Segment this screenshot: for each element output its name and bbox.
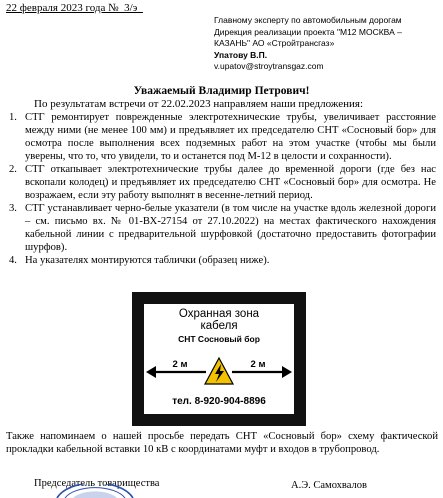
list-item	[0, 254, 436, 267]
addressee-email: v.upatov@stroytransgaz.com	[214, 61, 324, 71]
list-item-number: 3.	[9, 203, 17, 214]
proposal-list	[0, 111, 436, 267]
addressee-line3: КАЗАНЬ" АО «Стройтрансгаз»	[214, 38, 335, 48]
addressee-line1: Главному эксперту по автомобильным дорогам	[214, 15, 402, 25]
sign-title-line2: кабеля	[200, 320, 238, 332]
list-item-text: СТГ ремонтирует поврежденные электротехнические трубы, увеличивает расстояние между ними (не менее 100 мм) и предъявляет их председателю СНТ «Сосновый бор» для осмотра после выполнения всех подземных работ на этом участке (чтобы мы были уверены, что то, что увидели, то и останется под М-12 в целости и сохранности).	[25, 112, 436, 162]
sign-phone: тел. 8-920-904-8896	[172, 396, 266, 407]
list-item	[0, 202, 436, 254]
right-distance-label: 2 м	[250, 359, 266, 370]
list-item-text: СТГ устанавливает черно-белые указатели (в том числе на участке вдоль железной дороги – см. письмо вх. № 01-ВХ-27154 от 27.10.2022) на местах фактического нахождения кабельной линии с предварительной шурфовкой (достаточно предоставить фотографии шурфов).	[25, 203, 436, 253]
list-item-text: СТГ откапывает электротехнические трубы далее до временной дороги (где без нас вскопали колодец) и предъявляет их председателю СНТ «Сосновый бор» для осмотра. Не возражаем, если эту работу выполнят в весенне-летний период.	[25, 164, 436, 201]
signature-name: А.Э. Самохвалов	[291, 480, 367, 491]
sign-title	[144, 308, 294, 332]
sign-subtitle: СНТ Сосновый бор	[178, 334, 260, 344]
list-item-text: На указателях монтируются таблички (образец ниже).	[25, 255, 270, 266]
greeting: Уважаемый Владимир Петрович!	[133, 85, 310, 97]
intro-text: По результатам встречи от 22.02.2023 направляем наши предложения:	[34, 98, 364, 110]
addressee-block	[214, 15, 439, 73]
reminder-paragraph: Также напоминаем о нашей просьбе передать СНТ «Сосновый бор» схему фактической прокладки кабельной вставки 10 кВ с координатами муфт и входов в трубопровод.	[6, 431, 438, 455]
addressee-line2: Дирекция реализации проекта "М12 МОСКВА –	[214, 26, 402, 37]
signature-title: Председатель товарищества	[34, 478, 160, 489]
list-item-number: 2.	[9, 164, 17, 175]
list-item-number: 1.	[9, 112, 17, 123]
cable-zone-sign	[132, 292, 306, 426]
addressee-name: Упатову В.П.	[214, 49, 268, 60]
list-item-number: 4.	[9, 255, 17, 266]
sign-panel	[144, 304, 294, 414]
list-item	[0, 163, 436, 202]
list-item	[0, 111, 436, 163]
sign-title-line1: Охранная зона	[178, 308, 260, 320]
letter-date: 22 февраля 2023 года №_3/э_	[6, 2, 143, 14]
distance-arrows	[144, 352, 294, 392]
lightning-warning-icon	[205, 358, 233, 384]
left-distance-label: 2 м	[172, 359, 188, 370]
